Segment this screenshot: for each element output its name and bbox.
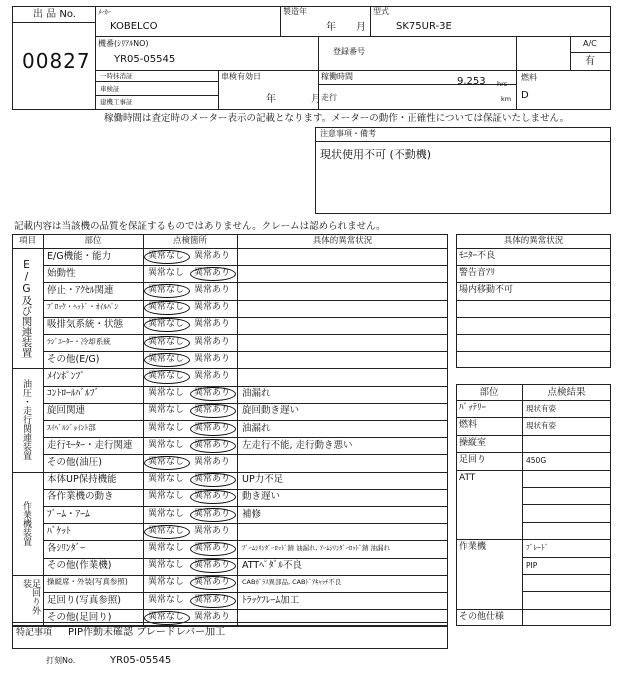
part-label: ｺﾝﾄﾛｰﾙﾊﾞﾙﾌﾞ [47,388,100,400]
status-line [456,282,611,283]
table-row-line [43,454,448,455]
inspection-year-unit: 年 [266,94,276,105]
check-ng: 異常あり [194,250,231,261]
part-label: 旋回関連 [47,405,86,417]
check-ng: 異常あり [194,285,231,295]
part-label: その他(油圧) [47,457,102,468]
detail-text: 補修 [242,508,262,520]
results-part: 操縦室 [459,437,487,448]
lot-number: 00827 [22,49,91,73]
check-ng: 異常あり [194,405,231,416]
results-line [456,417,611,418]
status-line [456,265,611,266]
table-col-line [237,234,238,626]
results-line [522,487,611,488]
check-ok: 異常なし [148,474,185,485]
detail-text: CABｶﾞﾗｽ異部品, CABﾄﾞｱｷｬｯﾁ不良 [242,578,342,587]
results-line [522,522,611,523]
travel-label: 走行 [321,93,337,102]
part-label: その他(足回り) [47,611,112,623]
selected-mark [190,594,236,608]
detail-text: ﾌﾞｰﾑｼﾘﾝﾀﾞｰﾛｯﾄﾞ錆 油漏れ, ｱｰﾑｼﾘﾝﾀﾞｰﾛｯﾄﾞ錆 油漏れ [242,544,391,552]
serial-label: 機番(ｼﾘｱﾙNO) [98,39,149,48]
part-label: 各作業機の動き [47,491,114,503]
table-row-line [43,351,448,352]
part-label: 足回り(写真参照) [47,594,121,606]
selected-mark [190,508,236,522]
table-header-3: 具体的異常状況 [312,236,373,246]
inspection-label: 車検有効日 [221,72,261,81]
selected-mark [190,542,236,556]
part-label: 吸排気系統・状態 [47,319,124,331]
group-label: 足回り外装 [21,578,40,615]
model-label: 型式 [373,7,389,16]
selected-mark [144,353,190,367]
model-value: SK75UR-3E [396,21,452,32]
check-ok: 異常なし [148,336,185,347]
check-ok: 異常なし [148,422,185,433]
table-row-line [12,368,448,369]
table-row-line [43,609,448,610]
check-ok: 異常なし [148,491,185,502]
check-ng: 異常あり [194,560,231,571]
table-header-0: 項目 [18,236,36,246]
selected-mark [144,456,190,470]
check-ng: 異常あり [194,577,231,588]
detail-text: ATTﾍﾟﾀﾞﾙ不良 [242,560,302,572]
status-item: 場内移動不可 [459,285,514,296]
cert-temp-delete: 一時抹消証 [100,72,133,80]
part-label: 各ｼﾘﾝﾀﾞｰ [47,543,86,554]
table-row-line [43,386,448,387]
table-row-line [43,592,448,593]
results-value: 現状有姿 [526,421,556,431]
check-ng: 異常あり [194,371,231,381]
table-row-line [43,437,448,438]
status-line [456,248,611,249]
quality-note: 記載内容は当該機の品質を保証するものではありません。クレームは認められません。 [14,221,386,232]
fuel-value: D [521,90,529,101]
results-part: その他仕様 [459,611,505,622]
check-ng: 異常あり [194,611,231,622]
check-ok: 異常なし [148,388,185,399]
results-part: ATT [459,472,476,483]
part-label: 始動性 [47,267,76,279]
maker-label: ﾒｰｶｰ [98,8,111,16]
check-ok: 異常なし [148,267,185,278]
selected-mark [144,284,190,298]
results-line [456,435,611,436]
group-label: 油圧・走行関連装置 [21,379,31,461]
table-row-line [43,540,448,541]
results-line [456,470,611,471]
hours-label: 稼働時間 [321,72,353,81]
check-ok: 異常なし [148,508,185,519]
check-ok: 異常なし [148,457,185,467]
check-ok: 異常なし [148,302,185,313]
table-header-2: 点検箇所 [172,236,207,246]
table-row-line [43,334,448,335]
inspection-month-unit: 月 [311,94,321,105]
selected-mark [144,336,190,350]
part-label: その他(作業機) [47,560,112,572]
table-row-line [43,300,448,301]
results-line [522,504,611,505]
part-label: ﾌﾞﾛｯｸ・ﾍｯﾄﾞ・ｵｲﾙﾊﾟﾝ [47,302,119,312]
part-label: ﾒｲﾝﾎﾟﾝﾌﾟ [47,371,86,382]
detail-text: 左走行不能, 走行動き悪い [242,439,353,451]
check-ok: 異常なし [148,577,185,588]
results-line [522,574,611,575]
part-label: 本体UP保持機能 [47,474,117,486]
check-ok: 異常なし [148,543,185,553]
check-ok: 異常なし [148,250,185,261]
part-label: E/G機能・能力 [47,250,112,262]
status-item: ﾓﾆﾀｰ不良 [459,251,496,261]
detail-text: 油漏れ [242,422,271,434]
table-row-line [43,265,448,266]
results-part: 作業機 [459,542,487,553]
selected-mark [190,267,236,281]
results-line [456,539,611,540]
table-row-line [43,558,448,559]
table-row-line [43,489,448,490]
maker-value: KOBELCO [110,21,158,32]
table-col-line [43,234,44,626]
stamp-label: 打刻No. [46,656,76,665]
table-row-line [43,523,448,524]
results-value: 450G [526,456,547,466]
part-label: その他(E/G) [47,353,100,365]
check-ng: 異常あり [194,594,231,605]
check-ok: 異常なし [148,371,185,381]
year-made-label: 製造年 [283,7,307,16]
results-value: ﾌﾞﾚｰﾄﾞ [526,543,549,553]
check-ok: 異常なし [148,525,185,536]
table-row-line [43,420,448,421]
check-ok: 異常なし [148,439,185,450]
table-row-line [12,575,448,576]
check-ng: 異常あり [194,508,231,519]
check-ng: 異常あり [194,319,231,330]
part-label: 停止・ｱｸｾﾙ関連 [47,285,114,296]
hours-note: 稼働時間は査定時のメーター表示の記載となります。メーターの動作・正確性については保証いたしません。 [104,113,570,124]
results-value: PIP [526,560,538,570]
selected-mark [190,422,236,436]
special-label: 特記事項 [16,628,53,638]
part-label: 走行ﾓｰﾀｰ・走行関連 [47,439,133,451]
cert-vehicle: 車検証 [100,85,120,93]
check-ng: 異常あり [194,457,231,467]
status-line [456,334,611,335]
selected-mark [144,370,190,384]
results-line [522,557,611,558]
results-part: 燃料 [459,420,478,431]
results-line [522,591,611,592]
detail-text: 旋回動き遅い [242,405,300,417]
check-ng: 異常あり [194,267,231,278]
group-label: E/G及び関連装置 [20,258,33,358]
check-ok: 異常なし [148,319,185,330]
check-ng: 異常あり [194,491,231,502]
check-ng: 異常あり [194,336,231,347]
results-part: ﾊﾞｯﾃﾘｰ [459,403,487,413]
check-ng: 異常あり [194,353,231,364]
detail-text: ﾄﾗｯｸﾌﾚｰﾑ加工 [242,594,300,606]
part-label: ﾗｼﾞｴｰﾀｰ・冷却系統 [47,336,111,346]
check-ok: 異常なし [148,560,185,571]
results-header-result: 点検結果 [547,387,586,398]
results-line [456,452,611,453]
status-line [456,317,611,318]
check-ok: 異常なし [148,611,185,622]
check-ng: 異常あり [194,543,231,553]
results-line [456,400,611,401]
results-value: 現状有姿 [526,404,556,413]
table-row-line [43,282,448,283]
status-line [456,351,611,352]
serial-value: YR05-05545 [114,54,176,65]
check-ng: 異常あり [194,422,231,433]
hours-value: 9,253 [457,76,486,87]
detail-text: 油漏れ [242,388,271,400]
check-ng: 異常あり [194,525,231,536]
km-unit: km [501,95,512,103]
table-row-line [43,506,448,507]
table-row-line [43,317,448,318]
table-header-1: 部位 [84,236,102,246]
selected-mark [144,250,190,264]
selected-mark [144,525,190,539]
results-header-part: 部位 [479,387,499,398]
table-header-line [12,248,448,249]
lot-label: 出 品 No. [33,9,76,20]
part-label: ﾌﾞｰﾑ・ｱｰﾑ [47,508,90,520]
ac-value: 有 [585,56,595,67]
results-part: 足回り [459,455,487,466]
cert-construction: 建機工事証 [100,98,133,106]
remarks-title: 注意事項・備考 [320,129,376,138]
check-ng: 異常あり [194,302,231,313]
group-label: 作業機装置 [21,500,31,546]
hours-unit: hrs [497,80,508,88]
part-label: 操縦席・外装(写真参照) [47,577,128,587]
fuel-label: 燃料 [521,73,537,82]
check-ng: 異常あり [194,439,231,450]
check-ok: 異常なし [148,353,185,364]
selected-mark [190,439,236,453]
detail-text: 動き遅い [242,491,281,503]
stamp-value: YR05-05545 [110,655,172,666]
status-title: 具体的異常状況 [503,236,564,246]
status-line [456,300,611,301]
month-unit: 月 [356,22,366,33]
ac-label: A/C [583,39,597,48]
registration-label: 登録番号 [333,47,365,56]
status-item: 警告音ｱﾘ [459,268,496,279]
table-row-line [43,403,448,404]
detail-text: UP力不足 [242,474,284,486]
check-ok: 異常なし [148,594,185,605]
check-ng: 異常あり [194,474,231,485]
check-ok: 異常なし [148,405,185,416]
check-ok: 異常なし [148,285,185,295]
check-ng: 異常あり [194,388,231,399]
part-label: ｽｲﾍﾞﾙｼﾞｮｲﾝﾄ部 [47,422,96,432]
part-label: ﾊﾞｹｯﾄ [47,525,71,537]
table-row-line [12,472,448,473]
remarks-text: 現状使用不可 (不動機) [320,148,432,161]
special-text: PIP作動未確認 ブレードレバー加工 [68,627,226,638]
year-unit: 年 [326,22,336,33]
results-line [456,609,611,610]
